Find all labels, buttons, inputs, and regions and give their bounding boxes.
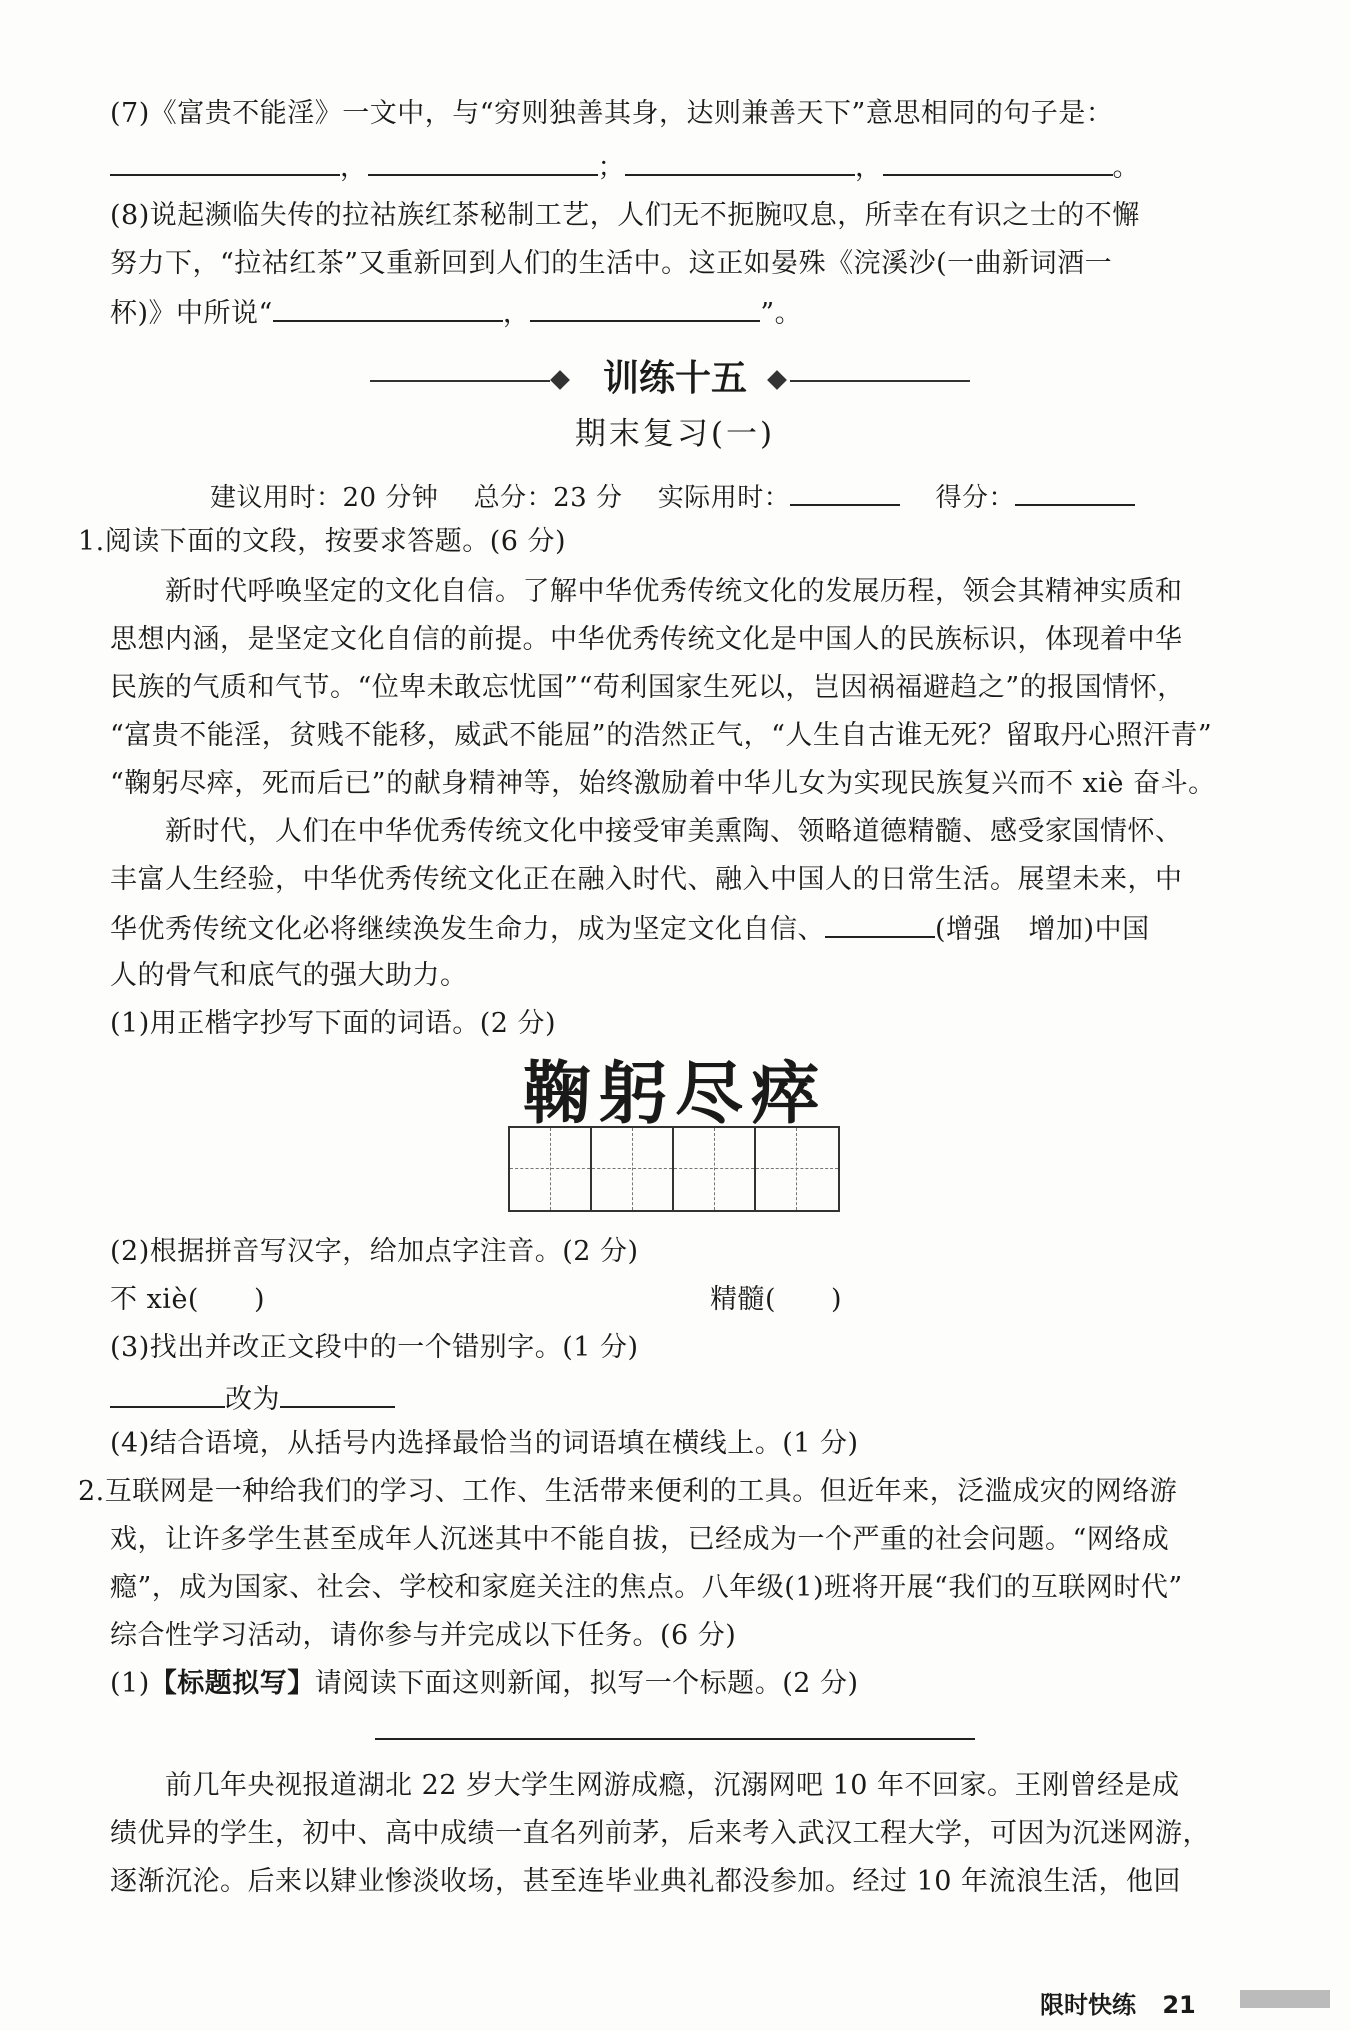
q1-sub-2: (2)根据拼音写汉字，给加点字注音。(2 分) xyxy=(110,1236,639,1267)
paragraph-line: 华优秀传统文化必将继续涣发生命力，成为坚定文化自信、 (增强 增加)中国 xyxy=(110,908,1260,950)
q7-text: (7)《富贵不能淫》一文中，与“穷则独善其身，达则兼善天下”意思相同的句子是： xyxy=(110,98,1114,129)
paragraph-line: 思想内涵，是坚定文化自信的前提。中华优秀传统文化是中国人的民族标识，体现着中华 xyxy=(110,624,1183,655)
q1-sub-2-items xyxy=(110,1280,1260,1320)
answer-blank[interactable] xyxy=(530,292,760,322)
actual-time-field[interactable] xyxy=(790,476,900,506)
answer-blank[interactable] xyxy=(273,292,503,322)
paragraph-line: “鞠躬尽瘁，死而后已”的献身精神等，始终激励着中华儿女为实现民族复兴而不 xiè 奋斗。 xyxy=(110,768,1216,799)
q2-line: 戏，让许多学生甚至成年人沉迷其中不能自拔，已经成为一个严重的社会问题。“网络成 xyxy=(110,1524,1170,1555)
character-item: 精髓( ) xyxy=(710,1284,843,1315)
q1-sub-4: (4)结合语境，从括号内选择最恰当的词语填在横线上。(1 分) xyxy=(110,1428,859,1459)
grid-cell[interactable] xyxy=(592,1128,674,1210)
grid-cell[interactable] xyxy=(674,1128,756,1210)
news-line: 前几年央视报道湖北 22 岁大学生网游成瘾，沉溺网吧 10 年不回家。王刚曾经是成 xyxy=(165,1770,1180,1801)
q1-sub-1: (1)用正楷字抄写下面的词语。(2 分) xyxy=(110,1008,557,1039)
info-row: 建议用时：20 分钟 总分：23 分 实际用时： 得分： xyxy=(210,476,1350,518)
wrong-char-blank[interactable] xyxy=(110,1378,225,1408)
q2-line: 2.互联网是一种给我们的学习、工作、生活带来便利的工具。但近年来，泛滥成灾的网络游 xyxy=(78,1476,1178,1507)
headline-answer-line[interactable] xyxy=(375,1738,975,1740)
answer-blank[interactable] xyxy=(625,146,855,176)
paragraph-line: “富贵不能淫，贫贱不能移，威武不能屈”的浩然正气，“人生自古谁无死？留取丹心照汗青” xyxy=(110,720,1213,751)
punct: ； xyxy=(597,152,625,183)
news-line: 绩优异的学生，初中、高中成绩一直名列前茅，后来考入武汉工程大学，可因为沉迷网游， xyxy=(110,1818,1210,1849)
paragraph-line: 新时代，人们在中华优秀传统文化中接受审美熏陶、领略道德精髓、感受家国情怀、 xyxy=(165,816,1183,847)
writing-grid[interactable] xyxy=(508,1126,840,1212)
q2-line: 综合性学习活动，请你参与并完成以下任务。(6 分) xyxy=(110,1620,737,1651)
calligraphy-sample: 鞠躬尽瘁 xyxy=(522,1054,827,1134)
paragraph-line: 人的骨气和底气的强大助力。 xyxy=(110,960,468,991)
score-field[interactable] xyxy=(1015,476,1135,506)
paragraph-line: 民族的气质和气节。“位卑未敢忘忧国”“苟利国家生死以，岂因祸福避趋之”的报国情怀， xyxy=(110,672,1185,703)
paragraph-line: 丰富人生经验，中华优秀传统文化正在融入时代、融入中国人的日常生活。展望未来，中 xyxy=(110,864,1183,895)
punct: ， xyxy=(340,152,368,183)
word-choice-blank[interactable] xyxy=(825,908,935,938)
page-number: 21 xyxy=(1162,1991,1196,2019)
q7-answer-line xyxy=(110,146,1260,188)
section-title: 训练十五 xyxy=(602,358,747,399)
title-rule-right xyxy=(790,380,970,382)
page-footer xyxy=(1040,1985,1196,2020)
q1-sub-3-answer: 改为 xyxy=(110,1378,1260,1420)
punct: ， xyxy=(855,152,883,183)
answer-blank[interactable] xyxy=(883,146,1113,176)
q1-heading: 1.阅读下面的文段，按要求答题。(6 分) xyxy=(78,526,567,557)
q1-sub-3: (3)找出并改正文段中的一个错别字。(1 分) xyxy=(110,1332,639,1363)
grid-cell[interactable] xyxy=(510,1128,592,1210)
q8-line-3: 杯)》中所说“ ， ”。 xyxy=(110,292,1260,334)
q2-line: 瘾”，成为国家、社会、学校和家庭关注的焦点。八年级(1)班将开展“我们的互联网时代” xyxy=(110,1572,1183,1603)
task-tag: 【标题拟写】 xyxy=(149,1668,315,1699)
answer-blank[interactable] xyxy=(368,146,598,176)
q8-line-1: (8)说起濒临失传的拉祜族红茶秘制工艺，人们无不扼腕叹息，所幸在有识之士的不懈 xyxy=(110,200,1140,231)
paragraph-line: 新时代呼唤坚定的文化自信。了解中华优秀传统文化的发展历程，领会其精神实质和 xyxy=(165,576,1183,607)
news-line: 逐渐沉沦。后来以肄业惨淡收场，甚至连毕业典礼都没参加。经过 10 年流浪生活，他回 xyxy=(110,1866,1182,1897)
footer-bar xyxy=(1240,1990,1330,2008)
punct: 。 xyxy=(1112,152,1140,183)
section-subtitle: 期末复习(一) xyxy=(574,416,776,452)
q2-sub-1: (1)【标题拟写】请阅读下面这则新闻，拟写一个标题。(2 分) xyxy=(110,1668,859,1699)
correct-char-blank[interactable] xyxy=(280,1378,395,1408)
footer-label: 限时快练 xyxy=(1040,1991,1136,2019)
grid-cell[interactable] xyxy=(756,1128,838,1210)
pinyin-item: 不 xiè( ) xyxy=(110,1284,265,1315)
answer-blank[interactable] xyxy=(110,146,340,176)
q8-line-2: 努力下，“拉祜红茶”又重新回到人们的生活中。这正如晏殊《浣溪沙(一曲新词酒一 xyxy=(110,248,1113,279)
